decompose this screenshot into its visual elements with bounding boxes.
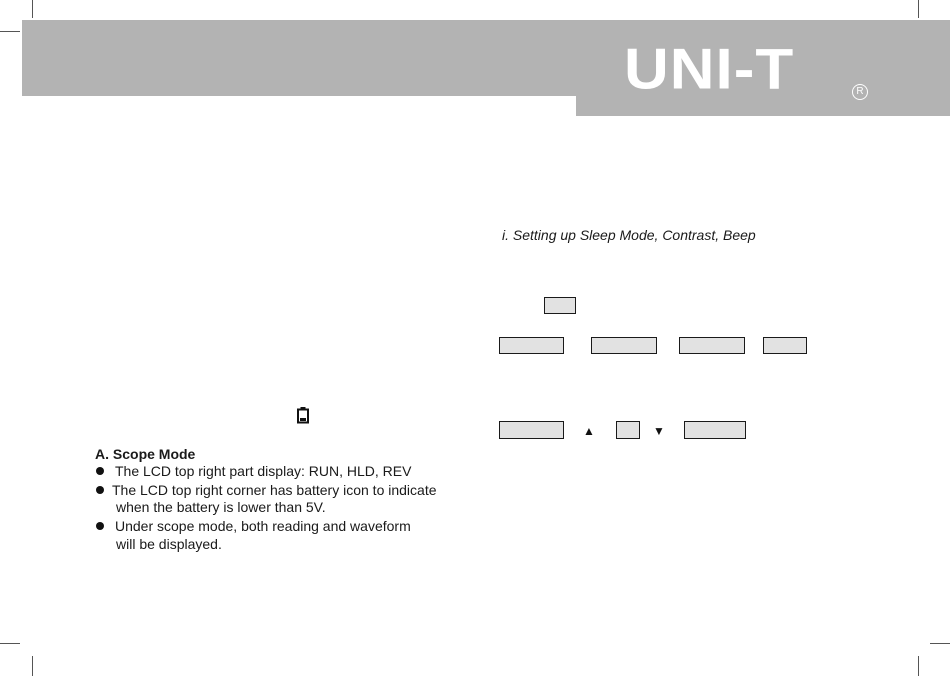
key-box-4 bbox=[679, 337, 745, 354]
crop-mark-bottom-right-h bbox=[930, 643, 950, 644]
key-box-8 bbox=[684, 421, 746, 439]
crop-mark-bottom-right-v bbox=[918, 656, 919, 676]
crop-mark-bottom-left-h bbox=[0, 643, 20, 644]
up-arrow-icon: ▲ bbox=[583, 424, 595, 438]
key-box-2 bbox=[499, 337, 564, 354]
battery-low-icon bbox=[296, 406, 310, 424]
key-box-7 bbox=[616, 421, 640, 439]
bullet-dot-1 bbox=[96, 467, 104, 475]
crop-mark-bottom-left-v bbox=[32, 656, 33, 676]
registered-mark: R bbox=[852, 84, 868, 100]
bullet-dot-3 bbox=[96, 522, 104, 530]
bullet-dot-2 bbox=[96, 486, 104, 494]
key-box-3 bbox=[591, 337, 657, 354]
down-arrow-icon: ▼ bbox=[653, 424, 665, 438]
crop-mark-top-left-v bbox=[32, 0, 33, 18]
key-box-6 bbox=[499, 421, 564, 439]
bullet-1-line-1: The LCD top right part display: RUN, HLD, REV bbox=[115, 463, 412, 479]
bullet-3-line-2: will be displayed. bbox=[116, 536, 222, 552]
bullet-2-line-2: when the battery is lower than 5V. bbox=[116, 499, 326, 515]
scope-mode-title: A. Scope Mode bbox=[95, 446, 196, 462]
crop-mark-top-left-h bbox=[0, 31, 20, 32]
header-band bbox=[22, 20, 950, 96]
sleep-mode-subtitle: i. Setting up Sleep Mode, Contrast, Beep bbox=[502, 227, 756, 243]
crop-mark-top-right-v bbox=[918, 0, 919, 18]
key-box-1 bbox=[544, 297, 576, 314]
key-box-5 bbox=[763, 337, 807, 354]
bullet-3-line-1: Under scope mode, both reading and waveform bbox=[115, 518, 411, 534]
bullet-2-line-1: The LCD top right corner has battery icon to indicate bbox=[112, 482, 437, 498]
brand-logo: UNI-T bbox=[624, 38, 795, 102]
